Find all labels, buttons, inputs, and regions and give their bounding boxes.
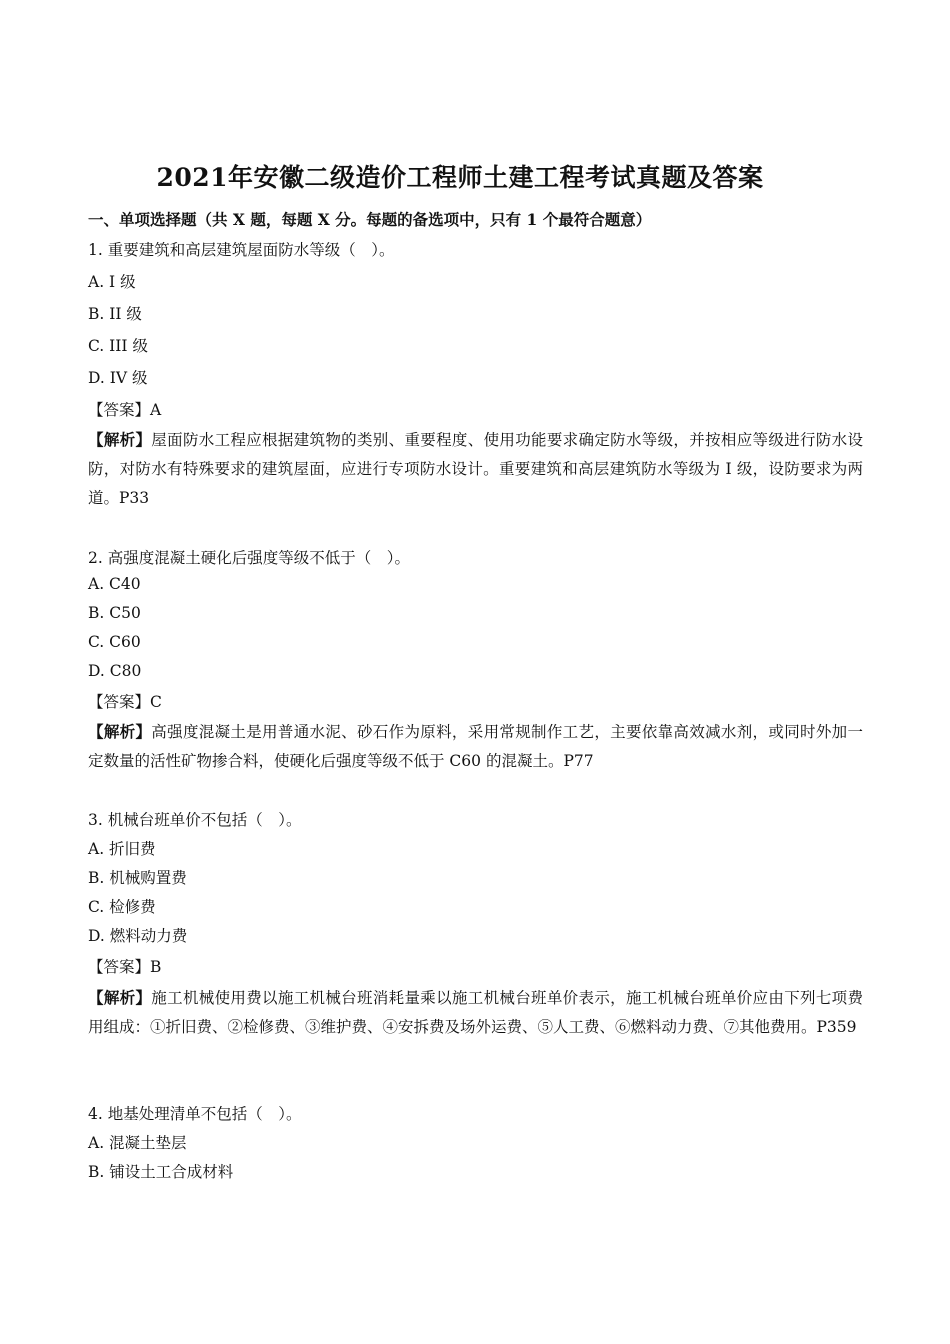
question-4-stem: 4. 地基处理清单不包括（ ）。 <box>88 1105 302 1123</box>
analysis-label: 【解析】 <box>88 430 152 449</box>
question-1-option-b: B. II 级 <box>88 305 142 323</box>
answer-value: B <box>150 958 162 976</box>
question-3-stem: 3. 机械台班单价不包括（ ）。 <box>88 811 302 829</box>
document-title: 2021年安徽二级造价工程师土建工程考试真题及答案 <box>156 163 764 192</box>
answer-value: A <box>150 401 162 419</box>
question-1-option-d: D. IV 级 <box>88 369 148 387</box>
question-3-option-c: C. 检修费 <box>88 898 156 916</box>
question-2-analysis <box>88 717 863 776</box>
question-1-option-c: C. III 级 <box>88 337 148 355</box>
question-2-answer <box>88 690 162 712</box>
question-3-analysis <box>88 983 863 1042</box>
answer-label: 【答案】 <box>88 693 151 711</box>
question-2-option-a: A. C40 <box>88 575 141 593</box>
question-2-option-d: D. C80 <box>88 662 142 680</box>
section-heading: 一、单项选择题（共 X 题，每题 X 分。每题的备选项中，只有 1 个最符合题意） <box>88 210 652 229</box>
question-2-stem: 2. 高强度混凝土硬化后强度等级不低于（ ）。 <box>88 549 410 567</box>
analysis-label: 【解析】 <box>88 988 152 1007</box>
question-3-answer <box>88 955 161 977</box>
question-2-option-c: C. C60 <box>88 633 141 651</box>
answer-label: 【答案】 <box>88 401 151 419</box>
question-1-answer <box>88 398 161 420</box>
question-3-option-a: A. 折旧费 <box>88 840 156 858</box>
analysis-text: 施工机械使用费以施工机械台班消耗量乘以施工机械台班单价表示，施工机械台班单价应由下列七项费用组成：①折旧费、②检修费、③维护费、④安拆费及场外运费、⑤人工费、⑥燃料动力费、⑦其他费用。P359 <box>88 989 863 1036</box>
question-1-analysis <box>88 425 863 513</box>
analysis-text: 高强度混凝土是用普通水泥、砂石作为原料，采用常规制作工艺，主要依靠高效减水剂，或同时外加一定数量的活性矿物掺合料，使硬化后强度等级不低于 C60 的混凝土。P77 <box>88 723 863 770</box>
question-4-option-a: A. 混凝土垫层 <box>88 1134 187 1152</box>
question-1-option-a: A. I 级 <box>88 273 136 291</box>
answer-value: C <box>150 693 162 711</box>
analysis-text: 屋面防水工程应根据建筑物的类别、重要程度、使用功能要求确定防水等级，并按相应等级进行防水设防，对防水有特殊要求的建筑屋面，应进行专项防水设计。重要建筑和高层建筑防水等级为 I 级，设防要求为两道。P33 <box>88 431 863 507</box>
question-1-stem: 1. 重要建筑和高层建筑屋面防水等级（ ）。 <box>88 241 395 259</box>
question-4-option-b: B. 铺设土工合成材料 <box>88 1163 234 1181</box>
question-3-option-d: D. 燃料动力费 <box>88 927 188 945</box>
question-2-option-b: B. C50 <box>88 604 141 622</box>
question-3-option-b: B. 机械购置费 <box>88 869 187 887</box>
answer-label: 【答案】 <box>88 958 151 976</box>
analysis-label: 【解析】 <box>88 722 152 741</box>
